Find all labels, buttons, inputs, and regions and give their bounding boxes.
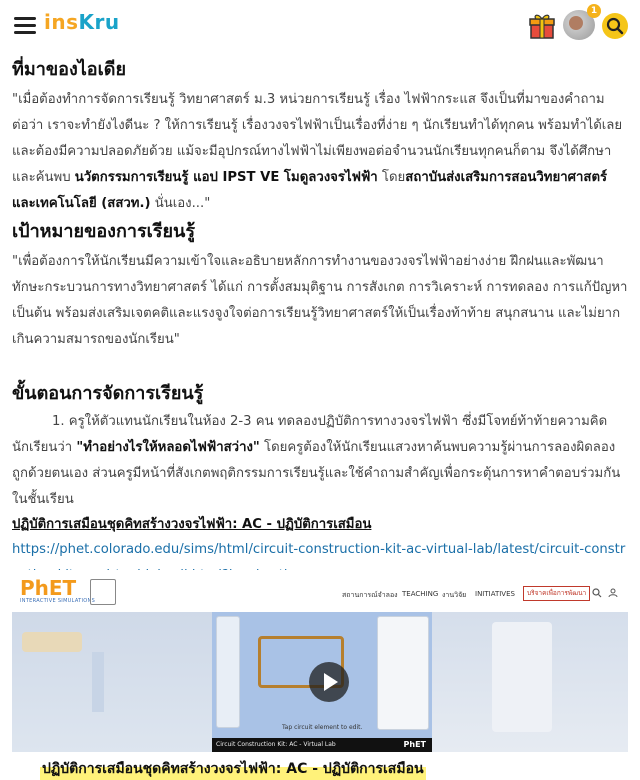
steps-title: ขั้นตอนการจัดการเรียนรู้ — [12, 383, 204, 404]
sim-toolbox — [216, 616, 240, 728]
sim-title-bar — [212, 738, 432, 752]
logo-part-ins: ins — [44, 10, 79, 34]
origin-section — [12, 54, 628, 217]
goal-title: เป้าหมายของการเรียนรู้ — [12, 221, 195, 242]
sim-phet-brand: PhET — [403, 740, 426, 749]
origin-text-1: "เมื่อต้องทำการจัดการเรียนรู้ วิทยาศาสตร์ ม.3 หน่วยการเรียนรู้ เรื่อง ไฟฟ้ากระแส จึงเป็นที่มาของคำถามต่อว่า เราจะทำยังไงดีนะ ? ให้การเรียนรู้ เรื่องวงจรไฟฟ้าเป็นเรื่องที่ง่าย ๆ นักเรียนทำได้ทุกคน พร้อมทำได้เลย และต้องมีความปลอดภัยด้วย แม้จะมีอุปกรณ์ทางไฟฟ้าไม่เพียงพอต่อจำนวนนักเรียนทุกคนก็ตาม จึงได้ศึกษาและค้นพบ — [12, 92, 623, 185]
user-avatar[interactable] — [563, 6, 598, 42]
nav-research: งานวิจัย — [442, 591, 467, 599]
step-1-text-a: 1. ครูให้ตัวแทนนักเรียนในห้อง 2-3 คน ทดลองปฏิบัติการทางวงจรไฟฟ้า ซึ่งมีโจทย์ท้าท้ายความคิดนักเรียนว่า — [12, 414, 608, 455]
inskru-logo[interactable] — [44, 10, 120, 34]
sim-title: Circuit Construction Kit: AC - Virtual Lab — [216, 741, 336, 748]
search-button[interactable] — [602, 13, 628, 39]
phet-user-icon — [608, 588, 618, 598]
origin-paragraph — [12, 87, 628, 217]
step-1 — [12, 409, 628, 513]
background-blur-right — [432, 612, 628, 752]
video-caption: ปฏิบัติการเสมือนชุดคิทสร้างวงจรไฟฟ้า: AC - ปฏิบัติการเสมือน — [40, 758, 426, 780]
notification-badge: 1 — [587, 4, 601, 18]
step-1-text-b: โดยครูต้องให้นักเรียนแสวงหาค้นพบความรู้ผ่านการลองผิดลองถูกด้วยตนเอง ส่วนครูมีหน้าที่สังเกตพฤติกรรมการเรียนรู้และใช้คำถามสำคัญเพื่อกระตุ้นการหาคำตอบร่วมกันในชั้นเรียน — [12, 440, 621, 507]
video-embed[interactable] — [12, 570, 628, 752]
phet-link-label[interactable]: ปฏิบัติการเสมือนชุดคิทสร้างวงจรไฟฟ้า: AC - ปฏิบัติการเสมือน — [12, 517, 372, 532]
goal-section — [12, 216, 628, 353]
university-logo — [90, 579, 116, 605]
goal-paragraph: "เพื่อต้องการให้นักเรียนมีความเข้าใจและอธิบายหลักการทำงานของวงจรไฟฟ้าอย่างง่าย ฝึกฝนและพัฒนาทักษะกระบวนการทางวิทยาศาสตร์ ได้แก่ การตั้งสมมุติฐาน การสังเกต การวิเคราะห์ การทดลอง การแก้ปัญหา เป็นต้น พร้อมส่งเสริมเจตคติและแรงจูงใจต่อการเรียนรู้วิทยาศาสตร์ให้เป็นเรื่องท้าท้าย สนุกสนาน และไม่ยากเกินความสมารถของนักเรียน" — [12, 254, 628, 347]
phet-url-link[interactable]: https://phet.colorado.edu/sims/html/circuit-construction-kit-ac-virtual-lab/latest/circuit-constr — [12, 542, 626, 557]
donate-button: บริจาคเพื่อการพัฒนา — [523, 586, 590, 601]
nav-teaching: TEACHING — [402, 590, 439, 598]
nav-initiatives: INITIATIVES — [475, 590, 515, 598]
origin-title: ที่มาของไอเดีย — [12, 59, 126, 80]
origin-bold-1: นวัตกรรมการเรียนรู้ แอป IPST VE โมดูลวงจรไฟฟ้า — [74, 170, 378, 185]
step-1-bold: "ทำอย่างไรให้หลอดไฟฟ้าสว่าง" — [76, 440, 260, 455]
origin-text-3: นั่นเอง..." — [150, 196, 211, 211]
phet-logo-sub: INTERACTIVE SIMULATIONS — [20, 598, 96, 604]
phet-logo: PhET — [20, 576, 77, 600]
steps-section — [12, 378, 628, 589]
origin-text-2: โดย — [377, 170, 406, 185]
simulation-preview — [212, 612, 432, 752]
background-blur-left — [12, 612, 212, 752]
top-bar — [0, 0, 640, 50]
search-icon — [602, 13, 628, 39]
nav-simulations: สถานการณ์จำลอง — [342, 591, 398, 599]
gift-icon[interactable] — [528, 12, 556, 40]
logo-part-kru: Kru — [78, 10, 120, 34]
phet-search-icon — [592, 588, 602, 598]
sim-control-panel — [377, 616, 429, 730]
menu-icon[interactable] — [14, 17, 36, 35]
sim-tip: Tap circuit element to edit. — [282, 724, 363, 731]
phet-header — [12, 570, 628, 613]
origin-bold-2: สถาบันส่งเสริมการสอนวิทยาศาสตร์และเทคโนโลยี (สสวท.) — [12, 170, 608, 211]
play-button[interactable] — [309, 662, 349, 702]
